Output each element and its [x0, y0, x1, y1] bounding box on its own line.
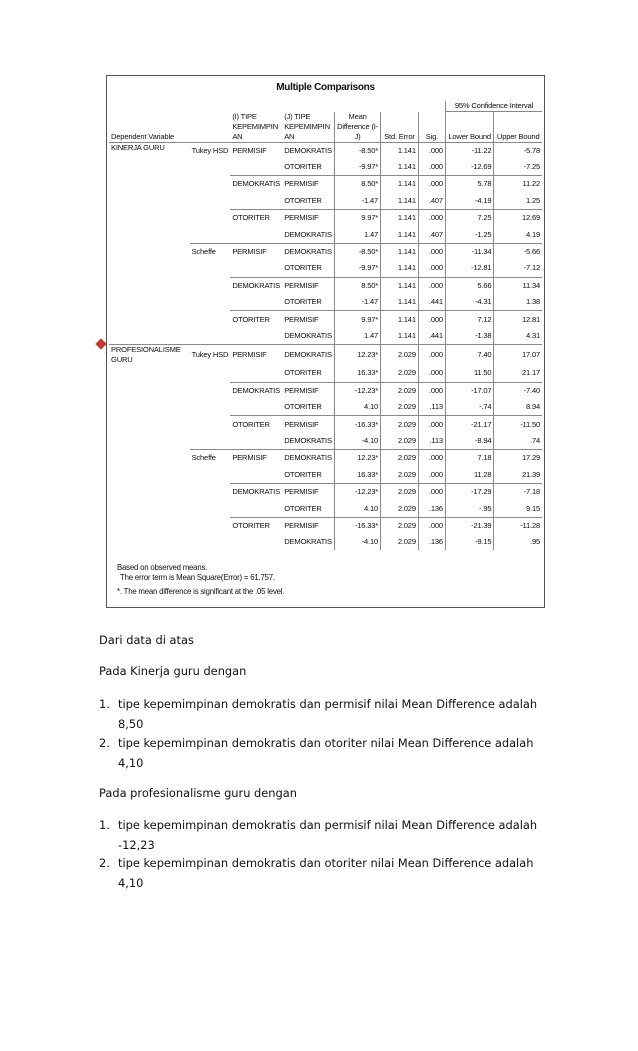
- sig-cell: .136: [418, 534, 445, 550]
- dependent-variable-cell: [109, 534, 190, 550]
- table-footnotes: [117, 563, 284, 597]
- mean-difference-cell: 8.50*: [335, 277, 381, 294]
- method-cell: [190, 365, 231, 382]
- table-row: [109, 416, 542, 433]
- std-error-cell: 1.141: [381, 260, 419, 277]
- table-row: [109, 345, 542, 366]
- method-cell: [190, 483, 231, 500]
- std-error-cell: 2.029: [381, 483, 419, 500]
- j-type-cell: OTORITER: [284, 263, 322, 273]
- j-type-cell: OTORITER: [284, 402, 322, 412]
- i-type-cell: PERMISIF: [230, 450, 282, 467]
- lower-bound-cell: -8.94: [445, 433, 494, 450]
- std-error-cell: 1.141: [381, 226, 419, 243]
- i-type-cell: OTORITER: [230, 210, 282, 227]
- lower-bound-cell: 11.50: [445, 365, 494, 382]
- table-row: [109, 294, 542, 311]
- sig-cell: .000: [418, 365, 445, 382]
- std-error-cell: 2.029: [381, 399, 419, 416]
- j-type-cell: PERMISIF: [282, 176, 334, 193]
- mean-difference-cell: -12.23*: [335, 483, 381, 500]
- std-error-cell: 2.029: [381, 500, 419, 517]
- mean-difference-cell: 12.23*: [335, 450, 381, 467]
- i-type-cell: [230, 433, 282, 450]
- std-error-cell: 1.141: [381, 294, 419, 311]
- upper-bound-cell: -7.25: [494, 159, 542, 176]
- j-type-cell: DEMOKRATIS: [284, 330, 332, 340]
- mean-difference-cell: -8.50*: [335, 142, 381, 159]
- method-cell: [190, 260, 231, 277]
- sig-cell: .000: [418, 243, 445, 260]
- note-observed-means: Based on observed means.: [117, 563, 208, 572]
- upper-bound-cell: 12.81: [494, 311, 542, 328]
- lower-bound-cell: -21.17: [445, 416, 494, 433]
- method-cell: [190, 277, 231, 294]
- j-type-cell: PERMISIF: [282, 517, 334, 534]
- i-type-cell: [230, 534, 282, 550]
- j-type-cell: OTORITER: [284, 469, 322, 479]
- sig-cell: .000: [418, 311, 445, 328]
- j-type-cell: DEMOKRATIS: [282, 243, 334, 260]
- upper-bound-cell: 11.22: [494, 176, 542, 193]
- table-row: [109, 142, 542, 159]
- method-cell: [190, 467, 231, 484]
- mean-difference-cell: -1.47: [335, 193, 381, 210]
- std-error-cell: 1.141: [381, 193, 419, 210]
- header-i-type: (I) TIPE KEPEMIMPIN AN: [232, 111, 278, 141]
- note-significance: *. The mean difference is significant at the .05 level.: [117, 587, 285, 596]
- lower-bound-cell: 5.78: [445, 176, 494, 193]
- lower-bound-cell: 7.12: [445, 311, 494, 328]
- dependent-variable-cell: [109, 210, 190, 227]
- dependent-variable-cell: [109, 159, 190, 176]
- std-error-cell: 2.029: [381, 534, 419, 550]
- table-row: [109, 433, 542, 450]
- header-lower-bound: Lower Bound: [445, 112, 494, 143]
- method-cell: Scheffe: [190, 450, 231, 467]
- dependent-variable-cell: [109, 277, 190, 294]
- i-type-cell: OTORITER: [230, 416, 282, 433]
- lower-bound-cell: -9.15: [445, 534, 494, 550]
- table-row: [109, 467, 542, 484]
- mean-difference-cell: -4.10: [335, 433, 381, 450]
- mean-difference-cell: 1.47: [335, 226, 381, 243]
- j-type-cell: PERMISIF: [282, 483, 334, 500]
- dependent-variable-cell: KINERJA GURU: [109, 142, 190, 159]
- i-type-cell: OTORITER: [230, 517, 282, 534]
- mean-difference-cell: -16.33*: [335, 517, 381, 534]
- table-row: [109, 311, 542, 328]
- upper-bound-cell: 1.25: [494, 193, 542, 210]
- table-row: [109, 176, 542, 193]
- table-row: [109, 382, 542, 399]
- upper-bound-cell: -11.50: [494, 416, 542, 433]
- i-type-cell: [230, 260, 282, 277]
- lower-bound-cell: -11.34: [445, 243, 494, 260]
- table-row: [109, 277, 542, 294]
- dependent-variable-cell: [109, 294, 190, 311]
- upper-bound-cell: 21.39: [494, 467, 542, 484]
- i-type-cell: DEMOKRATIS: [230, 382, 282, 399]
- j-type-cell: PERMISIF: [282, 382, 334, 399]
- sig-cell: .407: [418, 226, 445, 243]
- sig-cell: .441: [418, 328, 445, 345]
- j-type-cell: DEMOKRATIS: [282, 142, 334, 159]
- std-error-cell: 2.029: [381, 345, 419, 366]
- prof-heading: Pada profesionalisme guru dengan: [99, 786, 297, 800]
- intro-text: Dari data di atas: [99, 633, 194, 647]
- sig-cell: .000: [418, 345, 445, 366]
- upper-bound-cell: -5.66: [494, 243, 542, 260]
- lower-bound-cell: -4.19: [445, 193, 494, 210]
- table-row: [109, 365, 542, 382]
- table-row: [109, 260, 542, 277]
- i-type-cell: PERMISIF: [230, 243, 282, 260]
- header-upper-bound: Upper Bound: [494, 112, 542, 143]
- j-type-cell: OTORITER: [284, 162, 322, 172]
- sig-cell: .000: [418, 382, 445, 399]
- list-item: 1. tipe kepemimpinan demokratis dan permisif nilai Mean Difference adalah -12,23: [99, 818, 538, 852]
- table-row: [109, 226, 542, 243]
- upper-bound-cell: 9.15: [494, 500, 542, 517]
- std-error-cell: 2.029: [381, 467, 419, 484]
- j-type-cell: OTORITER: [284, 195, 322, 205]
- table-row: [109, 450, 542, 467]
- upper-bound-cell: 21.17: [494, 365, 542, 382]
- i-type-cell: [230, 399, 282, 416]
- mean-difference-cell: -9.97*: [335, 159, 381, 176]
- lower-bound-cell: -4.31: [445, 294, 494, 311]
- comparisons-grid: [109, 101, 542, 550]
- mean-difference-cell: 9.97*: [335, 210, 381, 227]
- lower-bound-cell: -12.69: [445, 159, 494, 176]
- lower-bound-cell: -1.38: [445, 328, 494, 345]
- sig-cell: .407: [418, 193, 445, 210]
- upper-bound-cell: 11.34: [494, 277, 542, 294]
- i-type-cell: [230, 294, 282, 311]
- header-j-type: (J) TIPE KEPEMIMPIN AN: [284, 111, 330, 141]
- sig-cell: .000: [418, 260, 445, 277]
- dependent-variable-cell: [109, 450, 190, 467]
- lower-bound-cell: 7.18: [445, 450, 494, 467]
- method-cell: [190, 159, 231, 176]
- mean-difference-cell: -12.23*: [335, 382, 381, 399]
- mean-difference-cell: 12.23*: [335, 345, 381, 366]
- std-error-cell: 1.141: [381, 210, 419, 227]
- method-cell: [190, 399, 231, 416]
- lower-bound-cell: 11.28: [445, 467, 494, 484]
- j-type-cell: DEMOKRATIS: [282, 450, 334, 467]
- table-row: [109, 500, 542, 517]
- dependent-variable-cell: [109, 483, 190, 500]
- method-cell: [190, 534, 231, 550]
- sig-cell: .113: [418, 433, 445, 450]
- lower-bound-cell: -21.39: [445, 517, 494, 534]
- j-type-cell: OTORITER: [284, 368, 322, 378]
- table-row: [109, 193, 542, 210]
- mean-difference-cell: -4.10: [335, 534, 381, 550]
- upper-bound-cell: 12.69: [494, 210, 542, 227]
- list-item: 1. tipe kepemimpinan demokratis dan permisif nilai Mean Difference adalah 8,50: [99, 697, 538, 731]
- j-type-cell: PERMISIF: [282, 277, 334, 294]
- header-mean-difference: Mean Difference (I- J): [335, 112, 381, 143]
- mean-difference-cell: -9.97*: [335, 260, 381, 277]
- upper-bound-cell: 8.94: [494, 399, 542, 416]
- lower-bound-cell: -17.07: [445, 382, 494, 399]
- lower-bound-cell: -11.22: [445, 142, 494, 159]
- j-type-cell: OTORITER: [284, 503, 322, 513]
- j-type-cell: PERMISIF: [282, 210, 334, 227]
- mean-difference-cell: 4.10: [335, 399, 381, 416]
- mean-difference-cell: 1.47: [335, 328, 381, 345]
- i-type-cell: DEMOKRATIS: [230, 176, 282, 193]
- lower-bound-cell: -1.25: [445, 226, 494, 243]
- sig-cell: .000: [418, 416, 445, 433]
- dependent-variable-cell: [109, 176, 190, 193]
- std-error-cell: 1.141: [381, 311, 419, 328]
- sig-cell: .000: [418, 210, 445, 227]
- dependent-variable-cell: [109, 260, 190, 277]
- table-row: [109, 517, 542, 534]
- header-std-error: Std. Error: [381, 112, 419, 143]
- lower-bound-cell: -12.81: [445, 260, 494, 277]
- lower-bound-cell: 5.66: [445, 277, 494, 294]
- sig-cell: .136: [418, 500, 445, 517]
- ci-header: 95% Confidence Interval: [445, 101, 542, 112]
- std-error-cell: 2.029: [381, 450, 419, 467]
- method-cell: [190, 210, 231, 227]
- method-cell: Tukey HSD: [190, 142, 231, 159]
- std-error-cell: 1.141: [381, 243, 419, 260]
- sig-cell: .000: [418, 483, 445, 500]
- std-error-cell: 1.141: [381, 176, 419, 193]
- upper-bound-cell: 17.29: [494, 450, 542, 467]
- i-type-cell: [230, 159, 282, 176]
- lower-bound-cell: 7.25: [445, 210, 494, 227]
- sig-cell: .000: [418, 467, 445, 484]
- std-error-cell: 1.141: [381, 277, 419, 294]
- table-row: [109, 534, 542, 550]
- dependent-variable-cell: [109, 193, 190, 210]
- dependent-variable-cell: [109, 467, 190, 484]
- dependent-variable-cell: [109, 517, 190, 534]
- method-cell: Tukey HSD: [190, 345, 231, 366]
- method-cell: [190, 176, 231, 193]
- sig-cell: .000: [418, 176, 445, 193]
- i-type-cell: [230, 467, 282, 484]
- table-row: [109, 399, 542, 416]
- header-sig: Sig.: [418, 112, 445, 143]
- j-type-cell: OTORITER: [284, 297, 322, 307]
- std-error-cell: 2.029: [381, 382, 419, 399]
- multiple-comparisons-table: [106, 75, 545, 608]
- dependent-variable-cell: [109, 226, 190, 243]
- dependent-variable-cell: [109, 328, 190, 345]
- sig-cell: .441: [418, 294, 445, 311]
- lower-bound-cell: -.95: [445, 500, 494, 517]
- dependent-variable-cell: [109, 365, 190, 382]
- upper-bound-cell: 4.19: [494, 226, 542, 243]
- i-type-cell: PERMISIF: [230, 345, 282, 366]
- table-title: Multiple Comparisons: [276, 82, 375, 93]
- table-row: [109, 210, 542, 227]
- j-type-cell: PERMISIF: [282, 416, 334, 433]
- dependent-variable-cell: [109, 399, 190, 416]
- list-item: 2. tipe kepemimpinan demokratis dan otoriter nilai Mean Difference adalah 4,10: [99, 736, 534, 770]
- dependent-variable-cell: PROFESIONALISME GURU: [109, 345, 190, 366]
- std-error-cell: 1.141: [381, 142, 419, 159]
- mean-difference-cell: 16.33*: [335, 365, 381, 382]
- method-cell: [190, 433, 231, 450]
- list-item: 2. tipe kepemimpinan demokratis dan otoriter nilai Mean Difference adalah 4,10: [99, 856, 534, 890]
- sig-cell: .000: [418, 517, 445, 534]
- mean-difference-cell: -1.47: [335, 294, 381, 311]
- dependent-variable-cell: [109, 311, 190, 328]
- i-type-cell: [230, 500, 282, 517]
- i-type-cell: [230, 365, 282, 382]
- i-type-cell: [230, 193, 282, 210]
- std-error-cell: 2.029: [381, 433, 419, 450]
- j-type-cell: DEMOKRATIS: [284, 537, 332, 547]
- table-row: [109, 328, 542, 345]
- sig-cell: .000: [418, 450, 445, 467]
- table-row: [109, 243, 542, 260]
- lower-bound-cell: 7.40: [445, 345, 494, 366]
- std-error-cell: 2.029: [381, 517, 419, 534]
- dependent-variable-cell: [109, 416, 190, 433]
- mean-difference-cell: 4.10: [335, 500, 381, 517]
- mean-difference-cell: 9.97*: [335, 311, 381, 328]
- std-error-cell: 1.141: [381, 159, 419, 176]
- sig-cell: .000: [418, 277, 445, 294]
- lower-bound-cell: -.74: [445, 399, 494, 416]
- dependent-variable-cell: [109, 433, 190, 450]
- table-row: [109, 483, 542, 500]
- method-cell: [190, 226, 231, 243]
- header-dependent: Dependent Variable: [111, 131, 174, 141]
- upper-bound-cell: 1.38: [494, 294, 542, 311]
- upper-bound-cell: .95: [494, 534, 542, 550]
- i-type-cell: DEMOKRATIS: [230, 277, 282, 294]
- sig-cell: .000: [418, 159, 445, 176]
- method-cell: [190, 294, 231, 311]
- mean-difference-cell: 16.33*: [335, 467, 381, 484]
- j-type-cell: DEMOKRATIS: [284, 435, 332, 445]
- method-cell: [190, 416, 231, 433]
- j-type-cell: PERMISIF: [282, 311, 334, 328]
- dependent-variable-cell: [109, 382, 190, 399]
- upper-bound-cell: -11.28: [494, 517, 542, 534]
- table-row: [109, 159, 542, 176]
- j-type-cell: DEMOKRATIS: [282, 345, 334, 366]
- i-type-cell: [230, 328, 282, 345]
- method-cell: [190, 500, 231, 517]
- i-type-cell: [230, 226, 282, 243]
- j-type-cell: DEMOKRATIS: [284, 229, 332, 239]
- upper-bound-cell: 4.31: [494, 328, 542, 345]
- sig-cell: .000: [418, 142, 445, 159]
- dependent-variable-cell: [109, 500, 190, 517]
- upper-bound-cell: -7.18: [494, 483, 542, 500]
- method-cell: [190, 382, 231, 399]
- method-cell: [190, 311, 231, 328]
- lower-bound-cell: -17.29: [445, 483, 494, 500]
- i-type-cell: OTORITER: [230, 311, 282, 328]
- kinerja-heading: Pada Kinerja guru dengan: [99, 664, 247, 678]
- std-error-cell: 2.029: [381, 416, 419, 433]
- method-cell: [190, 328, 231, 345]
- method-cell: [190, 193, 231, 210]
- sig-cell: .113: [418, 399, 445, 416]
- upper-bound-cell: 17.07: [494, 345, 542, 366]
- note-error-term: The error term is Mean Square(Error) = 61.757.: [120, 573, 275, 582]
- method-cell: [190, 517, 231, 534]
- method-cell: Scheffe: [190, 243, 231, 260]
- mean-difference-cell: -16.33*: [335, 416, 381, 433]
- std-error-cell: 1.141: [381, 328, 419, 345]
- upper-bound-cell: -7.12: [494, 260, 542, 277]
- i-type-cell: PERMISIF: [230, 142, 282, 159]
- mean-difference-cell: 8.50*: [335, 176, 381, 193]
- upper-bound-cell: -5.78: [494, 142, 542, 159]
- std-error-cell: 2.029: [381, 365, 419, 382]
- dependent-variable-cell: [109, 243, 190, 260]
- upper-bound-cell: .74: [494, 433, 542, 450]
- upper-bound-cell: -7.40: [494, 382, 542, 399]
- mean-difference-cell: -8.50*: [335, 243, 381, 260]
- i-type-cell: DEMOKRATIS: [230, 483, 282, 500]
- red-diamond-marker: [95, 338, 106, 349]
